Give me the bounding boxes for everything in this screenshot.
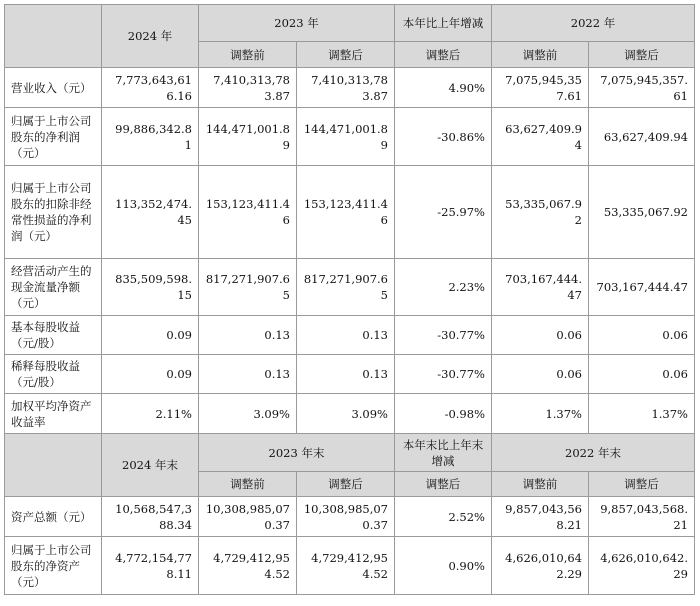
table-row [5,316,695,355]
header2-col-change: 本年末比上年末增减 [395,434,492,472]
table-row [5,259,695,316]
table-row [5,68,695,108]
cell-2022-after: 0.06 [589,316,695,355]
cell-2022-after: 7,075,945,357.61 [589,68,695,108]
financial-summary-table [4,4,695,595]
table-row [5,537,695,595]
cell-change: -30.77% [395,316,492,355]
header-2023-after: 调整后 [297,42,395,68]
table-row [5,166,695,259]
cell-2023-after: 144,471,001.89 [297,108,395,166]
header2-2022-after: 调整后 [589,472,695,497]
cell-2023-before: 144,471,001.89 [199,108,297,166]
cell-2023-after: 7,410,313,783.87 [297,68,395,108]
cell-change: -0.98% [395,394,492,434]
header-2023-before: 调整前 [199,42,297,68]
cell-change: 4.90% [395,68,492,108]
cell-2023-after: 3.09% [297,394,395,434]
row-label: 归属于上市公司股东的净利润（元） [5,108,102,166]
header2-2022-before: 调整前 [492,472,589,497]
header-2022-before: 调整前 [492,42,589,68]
header-col-2023: 2023 年 [199,5,395,42]
cell-2023-before: 0.13 [199,316,297,355]
cell-2023-before: 3.09% [199,394,297,434]
cell-change: 2.52% [395,497,492,537]
cell-2022-before: 4,626,010,642.29 [492,537,589,595]
cell-2023-after: 0.13 [297,316,395,355]
cell-2022-after: 4,626,010,642.29 [589,537,695,595]
table-row [5,108,695,166]
cell-2022-after: 63,627,409.94 [589,108,695,166]
header-row-2a [5,434,695,472]
cell-change: -30.77% [395,355,492,394]
cell-2022-before: 703,167,444.47 [492,259,589,316]
cell-change: -25.97% [395,166,492,259]
cell-2022-before: 7,075,945,357.61 [492,68,589,108]
cell-2022-after: 53,335,067.92 [589,166,695,259]
row-label: 基本每股收益（元/股） [5,316,102,355]
header2-col-2022: 2022 年末 [492,434,695,472]
cell-2024: 7,773,643,616.16 [102,68,199,108]
header-blank-2 [5,434,102,497]
cell-2023-before: 817,271,907.65 [199,259,297,316]
cell-change: 2.23% [395,259,492,316]
header-2022-after: 调整后 [589,42,695,68]
cell-2022-before: 53,335,067.92 [492,166,589,259]
cell-2022-before: 0.06 [492,316,589,355]
header2-change-after: 调整后 [395,472,492,497]
cell-2023-after: 10,308,985,070.37 [297,497,395,537]
cell-2024: 2.11% [102,394,199,434]
cell-2024: 99,886,342.81 [102,108,199,166]
header2-2023-before: 调整前 [199,472,297,497]
header2-col-2023: 2023 年末 [199,434,395,472]
row-label: 经营活动产生的现金流量净额（元） [5,259,102,316]
cell-2022-after: 1.37% [589,394,695,434]
cell-2023-before: 7,410,313,783.87 [199,68,297,108]
cell-change: -30.86% [395,108,492,166]
table-row [5,497,695,537]
cell-2022-before: 63,627,409.94 [492,108,589,166]
table-row [5,394,695,434]
cell-change: 0.90% [395,537,492,595]
cell-2023-after: 0.13 [297,355,395,394]
row-label: 资产总额（元） [5,497,102,537]
header-row-1a [5,5,695,42]
row-label: 归属于上市公司股东的扣除非经常性损益的净利润（元） [5,166,102,259]
row-label: 稀释每股收益（元/股） [5,355,102,394]
table-row [5,355,695,394]
header-col-2022: 2022 年 [492,5,695,42]
row-label: 加权平均净资产收益率 [5,394,102,434]
cell-2022-after: 703,167,444.47 [589,259,695,316]
cell-2023-after: 817,271,907.65 [297,259,395,316]
cell-2024: 4,772,154,778.11 [102,537,199,595]
cell-2023-after: 4,729,412,954.52 [297,537,395,595]
cell-2023-before: 10,308,985,070.37 [199,497,297,537]
cell-2022-before: 1.37% [492,394,589,434]
cell-2022-before: 9,857,043,568.21 [492,497,589,537]
header2-col-2024: 2024 年末 [102,434,199,497]
row-label: 营业收入（元） [5,68,102,108]
header-col-2024: 2024 年 [102,5,199,68]
cell-2024: 835,509,598.15 [102,259,199,316]
cell-2024: 0.09 [102,355,199,394]
header2-2023-after: 调整后 [297,472,395,497]
cell-2022-before: 0.06 [492,355,589,394]
cell-2022-after: 0.06 [589,355,695,394]
cell-2023-before: 4,729,412,954.52 [199,537,297,595]
cell-2023-before: 153,123,411.46 [199,166,297,259]
cell-2024: 10,568,547,388.34 [102,497,199,537]
cell-2024: 0.09 [102,316,199,355]
cell-2023-after: 153,123,411.46 [297,166,395,259]
cell-2022-after: 9,857,043,568.21 [589,497,695,537]
header-change-after: 调整后 [395,42,492,68]
cell-2024: 113,352,474.45 [102,166,199,259]
header-col-change: 本年比上年增减 [395,5,492,42]
header-blank-1 [5,5,102,68]
row-label: 归属于上市公司股东的净资产（元） [5,537,102,595]
cell-2023-before: 0.13 [199,355,297,394]
